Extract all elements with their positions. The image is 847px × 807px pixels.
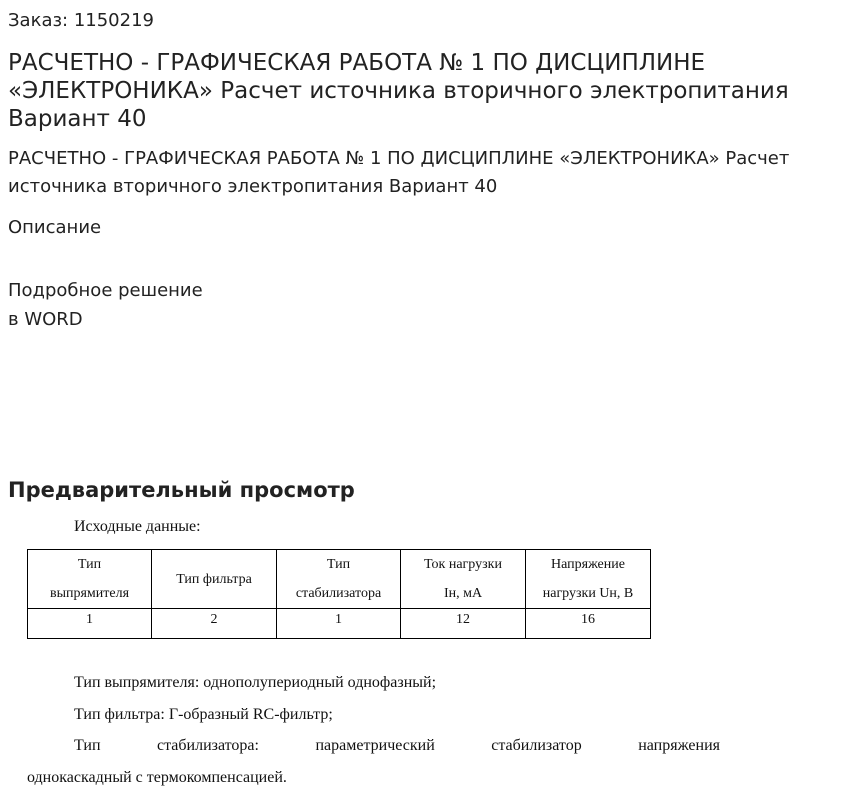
stabilizer-type-text-continued: однокаскадный с термокомпенсацией. [27,769,287,786]
filter-type-text: Тип фильтра: Г-образный RC-фильтр; [74,706,333,723]
table-cell: 2 [152,609,277,639]
source-data-label: Исходные данные: [74,518,201,535]
table-cell: 1 [277,609,401,639]
source-data-table [27,549,651,639]
table-cell: 12 [401,609,526,639]
order-number: Заказ: 1150219 [8,10,154,31]
table-header-cell: Тип фильтра [152,550,277,609]
table-header-cell: Тип выпрямителя [28,550,152,609]
preview-heading: Предварительный просмотр [8,478,355,502]
table-header-cell: Напряжение нагрузки Uн, В [526,550,651,609]
stabilizer-type-text: Тип стабилизатора: параметрический стабилизатор напряжения [74,737,720,754]
table-row [28,609,651,639]
table-header-cell: Ток нагрузки Iн, мА [401,550,526,609]
description-label: Описание [8,217,102,238]
table-header-cell: Тип стабилизатора [277,550,401,609]
table-cell: 16 [526,609,651,639]
rectifier-type-text: Тип выпрямителя: однополупериодный однофазный; [74,674,437,691]
page-subtitle: РАСЧЕТНО - ГРАФИЧЕСКАЯ РАБОТА № 1 ПО ДИСЦИПЛИНЕ «ЭЛЕКТРОНИКА» Расчет источника вторичного электропитания Вариант 40 [8,148,790,197]
description-line-1: Подробное решение [8,280,203,301]
description-line-2: в WORD [8,309,83,330]
table-header-row [28,550,651,609]
page-title: РАСЧЕТНО - ГРАФИЧЕСКАЯ РАБОТА № 1 ПО ДИСЦИПЛИНЕ «ЭЛЕКТРОНИКА» Расчет источника вторичного электропитания Вариант 40 [8,50,789,132]
table-cell: 1 [28,609,152,639]
